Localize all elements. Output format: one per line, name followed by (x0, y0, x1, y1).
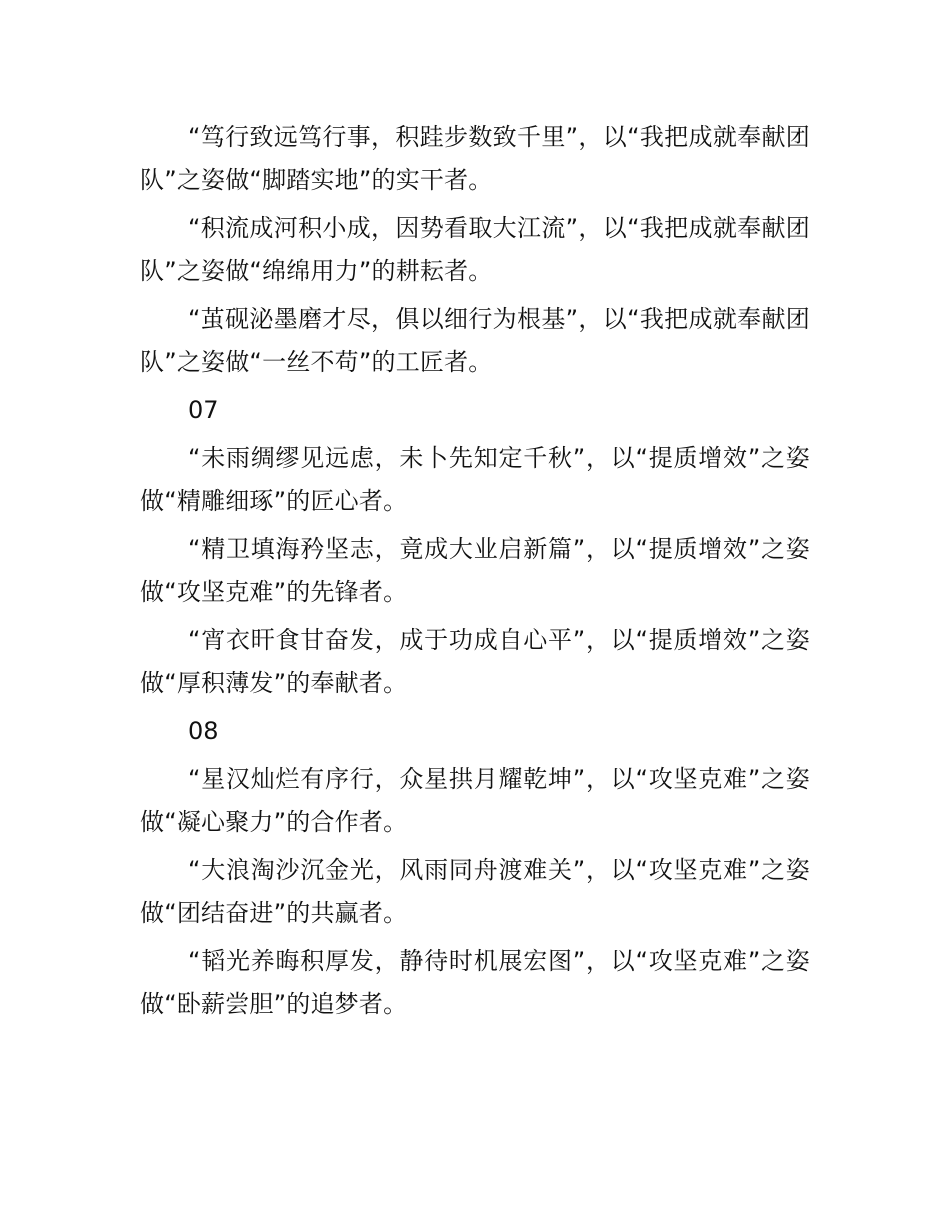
paragraph: “笃行致远笃行事，积跬步数致千里”，以“我把成就奉献团队”之姿做“脚踏实地”的实干者。 (140, 123, 810, 194)
paragraph: “韬光养晦积厚发，静待时机展宏图”，以“攻坚克难”之姿做“卧薪尝胆”的追梦者。 (140, 947, 810, 1018)
section-number: 08 (188, 717, 219, 745)
paragraph: “星汉灿烂有序行，众星拱月耀乾坤”，以“攻坚克难”之姿做“凝心聚力”的合作者。 (140, 765, 810, 836)
paragraph: “积流成河积小成，因势看取大江流”，以“我把成就奉献团队”之姿做“绵绵用力”的耕耘者。 (140, 214, 810, 285)
paragraph: “宵衣旰食甘奋发，成于功成自心平”，以“提质增效”之姿做“厚积薄发”的奉献者。 (140, 626, 810, 697)
section-number: 07 (188, 396, 219, 424)
document-body (140, 116, 810, 1031)
paragraph: “大浪淘沙沉金光，风雨同舟渡难关”，以“攻坚克难”之姿做“团结奋进”的共赢者。 (140, 856, 810, 927)
paragraph: “茧砚泌墨磨才尽，俱以细行为根基”，以“我把成就奉献团队”之姿做“一丝不苟”的工匠者。 (140, 305, 810, 376)
paragraph: “精卫填海矜坚志，竟成大业启新篇”，以“提质增效”之姿做“攻坚克难”的先锋者。 (140, 535, 810, 606)
paragraph: “未雨绸缪见远虑，未卜先知定千秋”，以“提质增效”之姿做“精雕细琢”的匠心者。 (140, 444, 810, 515)
